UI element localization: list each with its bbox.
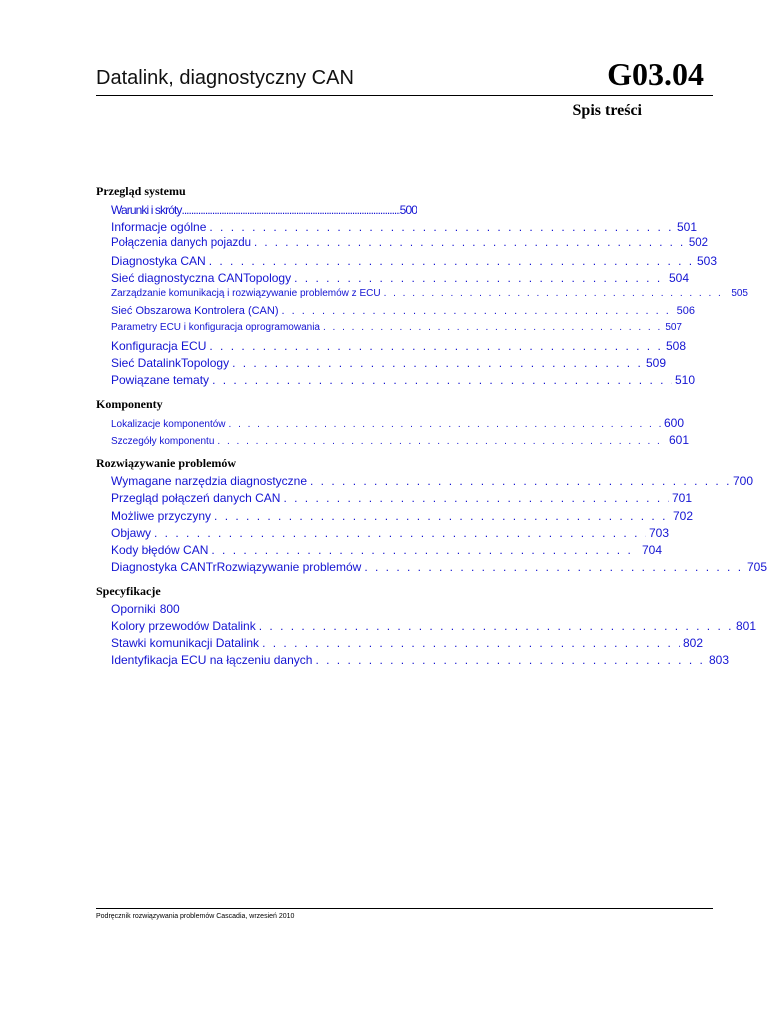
toc-entry-page: 701 bbox=[671, 491, 692, 505]
toc-entry-title: Zarządzanie komunikacją i rozwiązywanie problemów z ECU bbox=[111, 288, 381, 299]
dot-leader bbox=[217, 436, 666, 447]
toc-entry-ecu-communication[interactable] bbox=[111, 288, 748, 304]
toc-entry-title: Szczegóły komponentu bbox=[111, 436, 215, 447]
section-code: G03.04 bbox=[607, 56, 704, 92]
toc-entry-component-locations[interactable] bbox=[111, 416, 684, 432]
toc-entry-page: 703 bbox=[648, 526, 669, 540]
toc-entry-title: Sieć Obszarowa Kontrolera (CAN) bbox=[111, 305, 279, 317]
toc-entry-page: 507 bbox=[665, 322, 682, 333]
toc-entry-terms[interactable] bbox=[111, 203, 417, 219]
toc-entry-page: 600 bbox=[663, 416, 684, 430]
toc-entry-title: Konfiguracja ECU bbox=[111, 339, 207, 353]
dot-leader bbox=[212, 373, 672, 387]
toc-entry-datalink-wire-colors[interactable] bbox=[111, 619, 756, 635]
dot-leader bbox=[262, 636, 680, 650]
toc-entry-datalink-communication-rates[interactable] bbox=[111, 636, 703, 652]
toc-heading: Spis treści bbox=[572, 102, 642, 119]
toc-entry-page: 508 bbox=[665, 339, 686, 353]
toc-entry-page: 802 bbox=[682, 636, 703, 650]
section-label-system-overview: Przegląd systemu bbox=[96, 184, 186, 198]
toc-entry-page: 704 bbox=[641, 543, 662, 557]
toc-entry-title: Parametry ECU i konfiguracja oprogramowania bbox=[111, 322, 320, 333]
footer-text: Podręcznik rozwiązywania problemów Cascadia, wrzesień 2010 bbox=[96, 913, 295, 920]
toc-entry-can-troubleshooting[interactable] bbox=[111, 560, 767, 576]
toc-entry-page: 501 bbox=[676, 220, 697, 234]
toc-entry-title: Warunki i skróty bbox=[111, 203, 182, 217]
dot-leader bbox=[154, 526, 646, 540]
dot-leader bbox=[259, 619, 733, 633]
document-title: Datalink, diagnostyczny CAN bbox=[96, 67, 354, 89]
toc-entry-can-diagnostics[interactable] bbox=[111, 254, 717, 270]
toc-entry-page: 705 bbox=[746, 560, 767, 574]
toc-entry-datalink-topology[interactable] bbox=[111, 356, 666, 372]
toc-entry-page: 505 bbox=[731, 288, 748, 299]
toc-entry-page: 510 bbox=[674, 373, 695, 387]
toc-entry-page: 601 bbox=[668, 433, 689, 447]
dot-leader bbox=[209, 254, 694, 268]
dot-leader bbox=[229, 419, 661, 430]
toc-entry-related-topics[interactable] bbox=[111, 373, 695, 389]
toc-entry-title: Kolory przewodów Datalink bbox=[111, 619, 256, 633]
toc-entry-required-tools[interactable] bbox=[111, 474, 753, 490]
toc-entry-page: 504 bbox=[668, 271, 689, 285]
toc-entry-can-topology[interactable] bbox=[111, 271, 689, 287]
toc-entry-symptoms[interactable] bbox=[111, 526, 669, 542]
dot-leader bbox=[310, 474, 730, 488]
toc-entry-ecu-parameters[interactable] bbox=[111, 322, 682, 338]
toc-entry-ecu-configuration[interactable] bbox=[111, 339, 686, 355]
toc-entry-page: 702 bbox=[672, 509, 693, 523]
toc-entry-title: Diagnostyka CAN bbox=[111, 254, 206, 268]
toc-entry-general-info[interactable] bbox=[111, 220, 697, 236]
dot-leader bbox=[323, 322, 662, 333]
dot-leader bbox=[214, 509, 670, 523]
toc-entry-page: 502 bbox=[688, 237, 708, 249]
toc-entry-page: 803 bbox=[708, 653, 729, 667]
toc-entry-possible-causes[interactable] bbox=[111, 509, 693, 525]
toc-entry-title: Połączenia danych pojazdu bbox=[111, 237, 252, 249]
toc-entry-page: 800 bbox=[159, 602, 180, 616]
toc-entry-component-details[interactable] bbox=[111, 433, 689, 449]
toc-entry-page: 503 bbox=[696, 254, 717, 268]
dot-leader bbox=[384, 288, 729, 299]
dot-leader bbox=[211, 543, 639, 557]
dot-leader bbox=[209, 339, 663, 353]
toc-entry-title: Objawy bbox=[111, 526, 152, 540]
dot-leader bbox=[364, 560, 744, 574]
section-label-components: Komponenty bbox=[96, 397, 163, 411]
toc-entry-controller-area-network[interactable] bbox=[111, 305, 695, 321]
toc-entry-title: Lokalizacje komponentów bbox=[111, 419, 226, 430]
toc-entry-title: Sieć diagnostyczna CANTopology bbox=[111, 271, 292, 285]
toc-entry-title: Identyfikacja ECU na łączeniu danych bbox=[111, 653, 313, 667]
footer-divider bbox=[96, 908, 713, 909]
dot-leader bbox=[315, 653, 706, 667]
toc-entry-title: Przegląd połączeń danych CAN bbox=[111, 491, 281, 505]
dot-leader bbox=[282, 305, 674, 317]
dot-leader bbox=[254, 237, 686, 249]
toc-entry-title: Możliwe przyczyny bbox=[111, 509, 212, 523]
toc-entry-title: Kody błędów CAN bbox=[111, 543, 209, 557]
toc-entry-page: 500 bbox=[399, 203, 417, 217]
toc-entry-can-connections-overview[interactable] bbox=[111, 491, 692, 507]
toc-entry-title: Stawki komunikacji Datalink bbox=[111, 636, 260, 650]
toc-entry-title: Wymagane narzędzia diagnostyczne bbox=[111, 474, 308, 488]
dot-leader bbox=[209, 220, 674, 234]
dot-leader bbox=[232, 356, 643, 370]
toc-entry-resistors[interactable] bbox=[111, 602, 180, 618]
toc-entry-title: Oporniki bbox=[111, 602, 156, 616]
toc-entry-title: Diagnostyka CANTrRozwiązywanie problemów bbox=[111, 560, 362, 574]
toc-entry-page: 700 bbox=[732, 474, 753, 488]
toc-entry-title: Sieć DatalinkTopology bbox=[111, 356, 230, 370]
dot-leader bbox=[283, 491, 669, 505]
toc-entry-can-fault-codes[interactable] bbox=[111, 543, 662, 559]
toc-entry-title: Informacje ogólne bbox=[111, 220, 207, 234]
toc-entry-ecu-identification[interactable] bbox=[111, 653, 729, 669]
section-label-specifications: Specyfikacje bbox=[96, 584, 161, 598]
header-divider bbox=[96, 95, 713, 96]
toc-entry-title: Powiązane tematy bbox=[111, 373, 210, 387]
dot-leader bbox=[294, 271, 666, 285]
toc-entry-vehicle-data-connections[interactable] bbox=[111, 237, 708, 253]
dot-leader bbox=[182, 203, 400, 217]
section-label-troubleshooting: Rozwiązywanie problemów bbox=[96, 456, 237, 470]
toc-entry-page: 801 bbox=[735, 619, 756, 633]
toc-entry-page: 506 bbox=[676, 305, 695, 317]
toc-entry-page: 509 bbox=[645, 356, 666, 370]
